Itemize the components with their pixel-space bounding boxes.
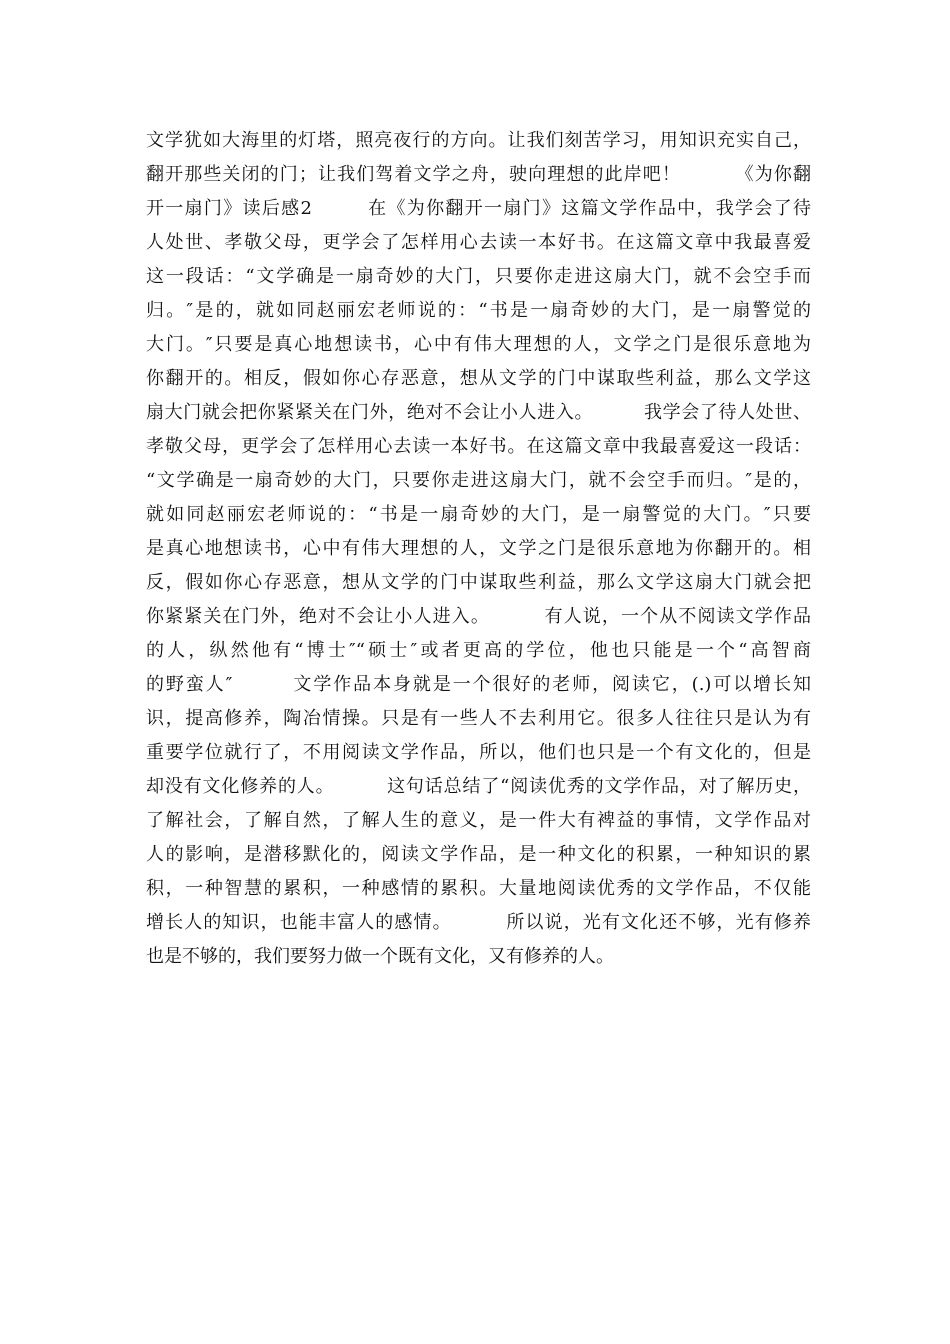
text-line: 你翻开的。相反，假如你心存恶意，想从文学的门中谋取些利益，那么文学这 xyxy=(146,368,811,389)
text-line: 人的影响，是潜移默化的，阅读文学作品，是一种文化的积累，一种知识的累 xyxy=(146,844,811,865)
text-line: 扇大门就会把你紧紧关在门外，绝对不会让小人进入。 我学会了待人处世、 xyxy=(146,402,811,423)
text-line: 开一扇门》读后感2 在《为你翻开一扇门》这篇文学作品中，我学会了待 xyxy=(146,198,811,219)
text-line: 这一段话：“文学确是一扇奇妙的大门，只要你走进这扇大门，就不会空手而 xyxy=(146,266,811,287)
text-line: 重要学位就行了，不用阅读文学作品，所以，他们也只是一个有文化的，但是 xyxy=(146,742,811,763)
text-line: 文学犹如大海里的灯塔，照亮夜行的方向。让我们刻苦学习，用知识充实自己， xyxy=(146,130,811,151)
text-line: 识，提高修养，陶冶情操。只是有一些人不去利用它。很多人往往只是认为有 xyxy=(146,708,811,729)
text-line: 人处世、孝敬父母，更学会了怎样用心去读一本好书。在这篇文章中我最喜爱 xyxy=(146,232,811,253)
text-line: 的野蛮人″ 文学作品本身就是一个很好的老师，阅读它，(.)可以增长知 xyxy=(146,674,811,695)
document-body xyxy=(146,124,811,974)
text-line: 却没有文化修养的人。 这句话总结了“阅读优秀的文学作品，对了解历史， xyxy=(146,776,811,797)
text-line: 反，假如你心存恶意，想从文学的门中谋取些利益，那么文学这扇大门就会把 xyxy=(146,572,811,593)
text-line: 大门。″只要是真心地想读书，心中有伟大理想的人，文学之门是很乐意地为 xyxy=(146,334,811,355)
text-line: 翻开那些关闭的门；让我们驾着文学之舟，驶向理想的此岸吧！ 《为你翻 xyxy=(146,164,811,185)
text-line: 是真心地想读书，心中有伟大理想的人，文学之门是很乐意地为你翻开的。相 xyxy=(146,538,811,559)
text-line: 增长人的知识，也能丰富人的感情。 所以说，光有文化还不够，光有修养 xyxy=(146,912,811,933)
text-line-last: 也是不够的，我们要努力做一个既有文化，又有修养的人。 xyxy=(146,946,614,967)
text-line: 孝敬父母，更学会了怎样用心去读一本好书。在这篇文章中我最喜爱这一段话： xyxy=(146,436,811,457)
text-line: 了解社会，了解自然，了解人生的意义，是一件大有裨益的事情，文学作品对 xyxy=(146,810,811,831)
text-line: 的人，纵然他有“博士″“硕士″或者更高的学位，他也只能是一个“高智商 xyxy=(146,640,811,661)
text-line: 就如同赵丽宏老师说的：“书是一扇奇妙的大门，是一扇警觉的大门。″只要 xyxy=(146,504,811,525)
text-line: 积，一种智慧的累积，一种感情的累积。大量地阅读优秀的文学作品，不仅能 xyxy=(146,878,811,899)
text-line: 你紧紧关在门外，绝对不会让小人进入。 有人说，一个从不阅读文学作品 xyxy=(146,606,811,627)
text-line: “文学确是一扇奇妙的大门，只要你走进这扇大门，就不会空手而归。″是的， xyxy=(146,470,811,491)
text-line: 归。″是的，就如同赵丽宏老师说的：“书是一扇奇妙的大门，是一扇警觉的 xyxy=(146,300,811,321)
